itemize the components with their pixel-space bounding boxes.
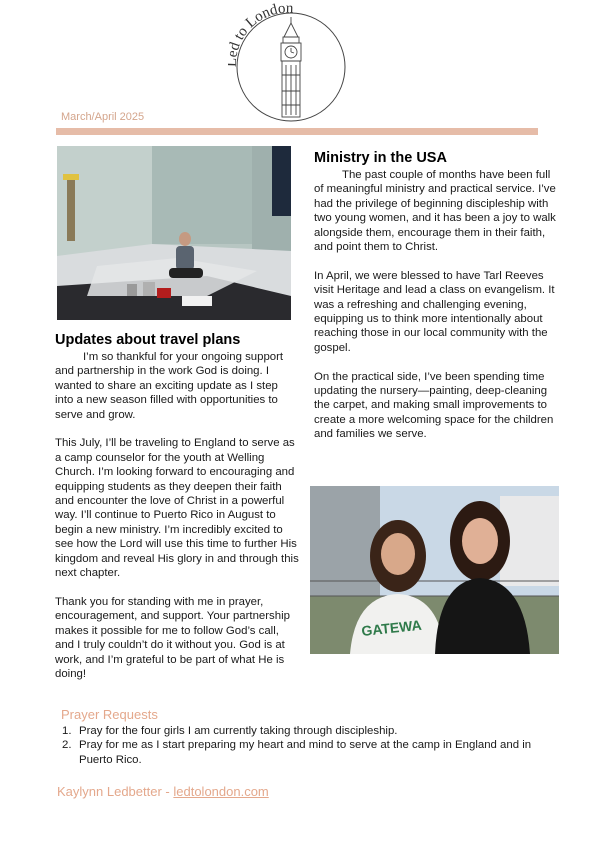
footer-signature <box>57 784 269 799</box>
ministry-heading: Ministry in the USA <box>314 150 447 166</box>
prayer-item <box>62 724 532 738</box>
travel-paragraph: Thank you for standing with me in prayer, encouragement, and support. Your partnership makes it possible for me to follow God’s call, and I truly couldn’t do it without you. God is at work, and I’m grateful to be part of what He is doing! <box>55 595 290 680</box>
travel-heading: Updates about travel plans <box>55 332 241 348</box>
prayer-requests-list <box>62 724 532 767</box>
prayer-item <box>62 738 532 767</box>
travel-paragraph: I’m so thankful for your ongoing support and partnership in the work God is doing. I wanted to share an exciting update as I step into a new season filled with opportunities to serve and grow. <box>55 351 284 421</box>
prayer-item-text: Pray for the four girls I am currently taking through discipleship. <box>79 725 398 737</box>
ministry-paragraph: The past couple of months have been full of meaningful ministry and practical service. I’ve had the privilege of beginning discipleship with two young women, and it has been a joy to walk alongside them, encourage them in their faith, and point them to Christ. <box>314 169 556 254</box>
travel-paragraph: This July, I’ll be traveling to England to serve as a camp counselor for the youth at Welling Church. I’m looking forward to encouraging and equipping students as they deepen their faith and encounter the love of Christ in a powerful way. I’ll continue to Puerto Rico in August to begin a new ministry. I’m incredibly excited to see how the Lord will use this time to further His kingdom and reveal His glory in and through this next chapter. <box>55 437 299 580</box>
travel-column <box>55 350 299 696</box>
prayer-item-number: 1. <box>62 725 72 737</box>
header-divider <box>56 128 538 135</box>
newsletter-logo <box>228 3 348 123</box>
ministry-paragraph: In April, we were blessed to have Tarl Reeves visit Heritage and lead a class on evangelism. It was a refreshing and challenging evening, equipping us to think more intentionally about reaching those in our local community with the gospel. <box>314 269 555 354</box>
author-name: Kaylynn Ledbetter - <box>57 784 174 799</box>
prayer-item-text: Pray for me as I start preparing my heart and mind to serve at the camp in England and in Puerto Rico. <box>79 739 532 766</box>
logo-text: to London <box>231 3 294 43</box>
shirt-text: GATEWA <box>360 616 423 639</box>
prayer-item-number: 2. <box>62 739 72 752</box>
nursery-painting-photo <box>57 146 291 320</box>
ministry-column <box>314 168 560 456</box>
big-ben-icon <box>228 3 348 123</box>
friends-photo <box>310 486 559 654</box>
ministry-paragraph: On the practical side, I’ve been spending time updating the nursery—painting, deep-cleaning the carpet, and making small improvements to create a more welcoming space for the children and families we serve. <box>314 370 554 441</box>
issue-date: March/April 2025 <box>61 111 145 123</box>
prayer-requests-title: Prayer Requests <box>61 707 158 722</box>
website-link[interactable]: ledtolondon.com <box>173 784 269 799</box>
